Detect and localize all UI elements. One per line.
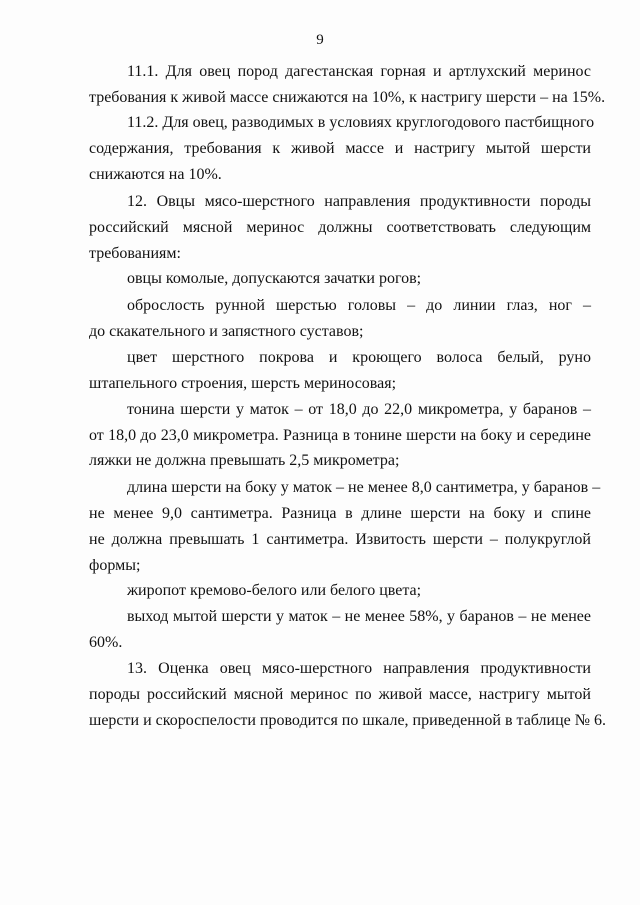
text-line: от 18,0 до 23,0 микрометра. Разница в тонине шерсти на боку и середине bbox=[89, 427, 591, 444]
text-line: содержания, требования к живой массе и настригу мытой шерсти bbox=[89, 140, 591, 157]
page-number: 9 bbox=[316, 32, 324, 48]
text-line: 11.2. Для овец, разводимых в условиях круглогодового пастбищного bbox=[127, 114, 595, 131]
text-line: 60%. bbox=[89, 634, 123, 651]
text-line: шерсти и скороспелости проводится по шкале, приведенной в таблице № 6. bbox=[89, 712, 607, 729]
text-line: цвет шерстного покрова и кроющего волоса белый, руно bbox=[127, 349, 591, 366]
text-line: тонина шерсти у маток – от 18,0 до 22,0 микрометра, у баранов – bbox=[127, 401, 591, 418]
text-line: породы российский мясной меринос по живой массе, настригу мытой bbox=[89, 686, 591, 703]
text-line: снижаются на 10%. bbox=[89, 166, 222, 183]
text-line: не менее 9,0 сантиметра. Разница в длине шерсти на боку и спине bbox=[89, 505, 591, 522]
text-line: 13. Оценка овец мясо-шерстного направления продуктивности bbox=[127, 660, 591, 677]
text-line: российский мясной меринос должны соответствовать следующим bbox=[89, 219, 591, 236]
text-line: 12. Овцы мясо-шерстного направления продуктивности породы bbox=[127, 193, 591, 210]
text-line: выход мытой шерсти у маток – не менее 58%, у баранов – не менее bbox=[127, 608, 591, 625]
text-line: штапельного строения, шерсть мериносовая; bbox=[89, 375, 397, 392]
text-line: оброслость рунной шерстью головы – до линии глаз, ног – bbox=[127, 297, 591, 314]
text-line: формы; bbox=[89, 557, 141, 574]
text-line: требования к живой массе снижаются на 10%, к настригу шерсти – на 15%. bbox=[89, 89, 606, 106]
text-line: до скакательного и запястного суставов; bbox=[89, 323, 364, 340]
text-line: жиропот кремово-белого или белого цвета; bbox=[127, 582, 422, 599]
text-line: длина шерсти на боку у маток – не менее 8,0 сантиметра, у баранов – bbox=[127, 479, 601, 496]
text-line: не должна превышать 1 сантиметра. Извитость шерсти – полукруглой bbox=[89, 531, 591, 548]
text-line: 11.1. Для овец пород дагестанская горная и артлухский меринос bbox=[127, 63, 591, 80]
text-line: ляжки не должна превышать 2,5 микрометра; bbox=[89, 452, 400, 469]
text-line: овцы комолые, допускаются зачатки рогов; bbox=[127, 270, 422, 287]
text-line: требованиям: bbox=[89, 245, 181, 262]
